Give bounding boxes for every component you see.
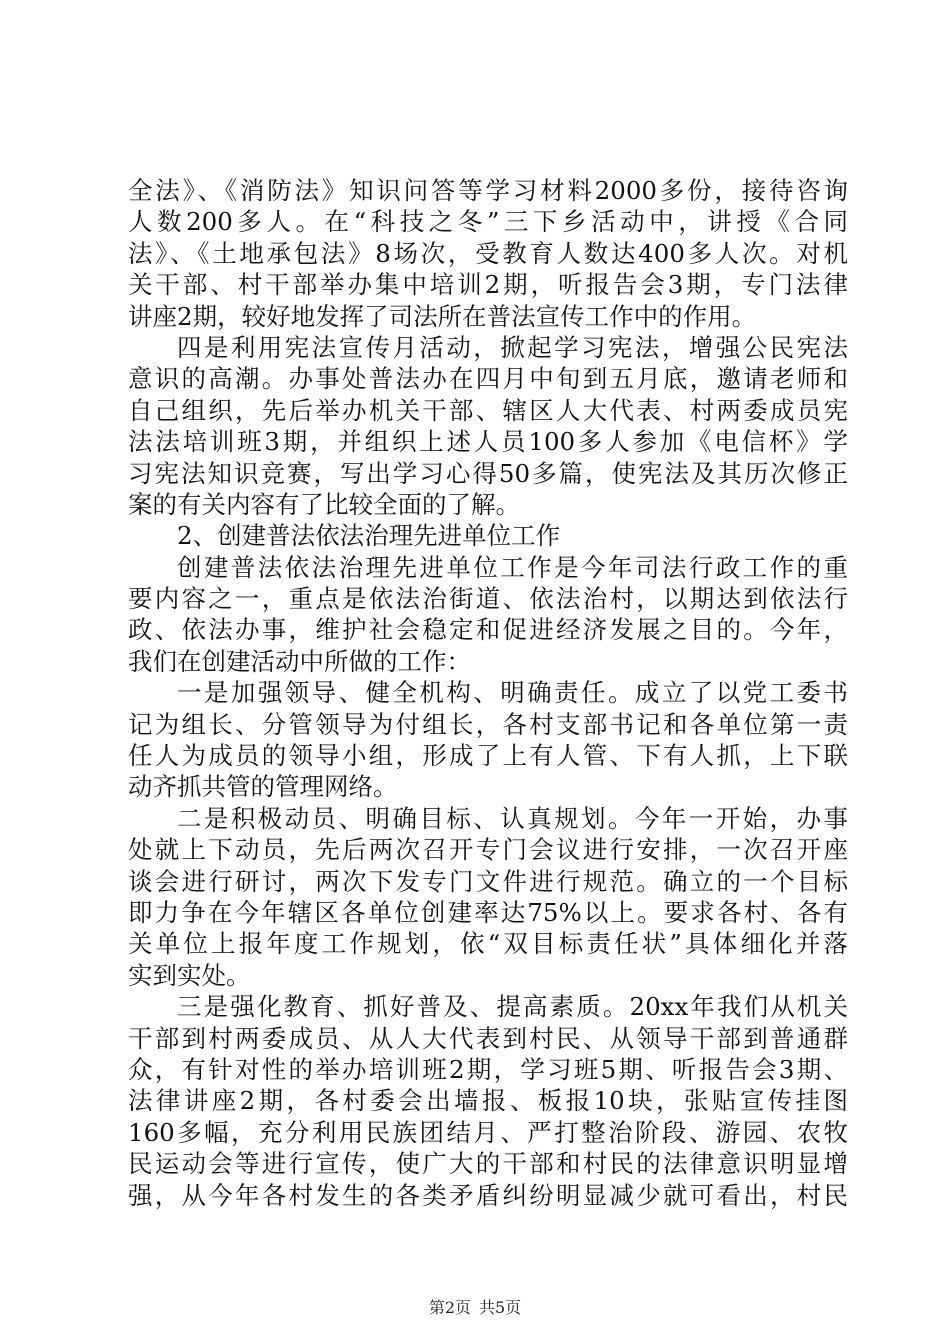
page-number: 第2页	[428, 1298, 471, 1317]
text-line: 记为组长、分管领导为付组长，各村支部书记和各单位第一责	[128, 709, 848, 739]
text-line: 讲座2期，较好地发挥了司法所在普法宣传工作中的作用。	[128, 301, 757, 331]
text-line: 动齐抓共管的管理网络。	[128, 772, 398, 802]
text-line: 自己组织，先后举办机关干部、辖区人大代表、村两委成员宪	[128, 395, 848, 425]
text-line: 干部到村两委成员、从人大代表到村民、从领导干部到普通群	[128, 1023, 848, 1053]
body-text	[128, 175, 848, 1211]
text-line: 强，从今年各村发生的各类矛盾纠纷明显减少就可看出，村民	[128, 1180, 848, 1210]
text-line: 法法培训班3期，并组织上述人员100多人参加《电信杯》学	[128, 427, 848, 457]
text-line: 实到实处。	[128, 960, 251, 990]
text-line: 谈会进行研讨，两次下发专门文件进行规范。确立的一个目标	[128, 866, 848, 896]
paragraph-start-line: 四是利用宪法宣传月活动，掀起学习宪法，增强公民宪法	[177, 332, 848, 362]
text-line: 法律讲座2期，各村委会出墙报、板报10块，张贴宣传挂图	[128, 1086, 848, 1116]
text-line: 处就上下动员，先后两次召开专门会议进行安排，一次召开座	[128, 835, 848, 865]
paragraph-start-line: 一是加强领导、健全机构、明确责任。成立了以党工委书	[177, 678, 848, 708]
text-line: 政、依法办事，维护社会稳定和促进经济发展之目的。今年，	[128, 615, 848, 645]
text-line: 案的有关内容有了比较全面的了解。	[128, 489, 520, 519]
text-line: 160多幅，充分利用民族团结月、严打整治阶段、游园、农牧	[128, 1117, 848, 1147]
text-line: 习宪法知识竞赛，写出学习心得50多篇，使宪法及其历次修正	[128, 458, 848, 488]
text-line: 法》、《土地承包法》8场次，受教育人数达400多人次。对机	[128, 238, 848, 268]
paragraph-start-line: 二是积极动员、明确目标、认真规划。今年一开始，办事	[177, 803, 848, 833]
text-line: 关干部、村干部举办集中培训2期，听报告会3期，专门法律	[128, 270, 848, 300]
text-line: 民运动会等进行宣传，使广大的干部和村民的法律意识明显增	[128, 1149, 848, 1179]
paragraph-start-line: 三是强化教育、抓好普及、提高素质。20xx年我们从机关	[177, 992, 848, 1022]
text-line: 人数200多人。在“科技之冬”三下乡活动中，讲授《合同	[128, 207, 848, 237]
text-line: 意识的高潮。办事处普法办在四月中旬到五月底，邀请老师和	[128, 364, 848, 394]
page-footer	[0, 1298, 950, 1318]
text-line: 全法》、《消防法》知识问答等学习材料2000多份，接待咨询	[128, 176, 848, 205]
text-line: 要内容之一，重点是依法治街道、依法治村，以期达到依法行	[128, 584, 848, 614]
text-line: 即力争在今年辖区各单位创建率达75%以上。要求各村、各有	[128, 897, 848, 927]
paragraph-start-line: 创建普法依法治理先进单位工作是今年司法行政工作的重	[177, 552, 848, 582]
text-line: 众，有针对性的举办培训班2期，学习班5期、听报告会3期、	[128, 1054, 848, 1084]
text-line: 任人为成员的领导小组，形成了上有人管、下有人抓，上下联	[128, 741, 848, 771]
section-heading: 2、创建普法依法治理先进单位工作	[177, 521, 561, 551]
text-line: 关单位上报年度工作规划，依“双目标责任状”具体细化并落	[128, 929, 848, 959]
page-total: 共5页	[479, 1298, 522, 1317]
text-line: 我们在创建活动中所做的工作：	[128, 646, 471, 676]
